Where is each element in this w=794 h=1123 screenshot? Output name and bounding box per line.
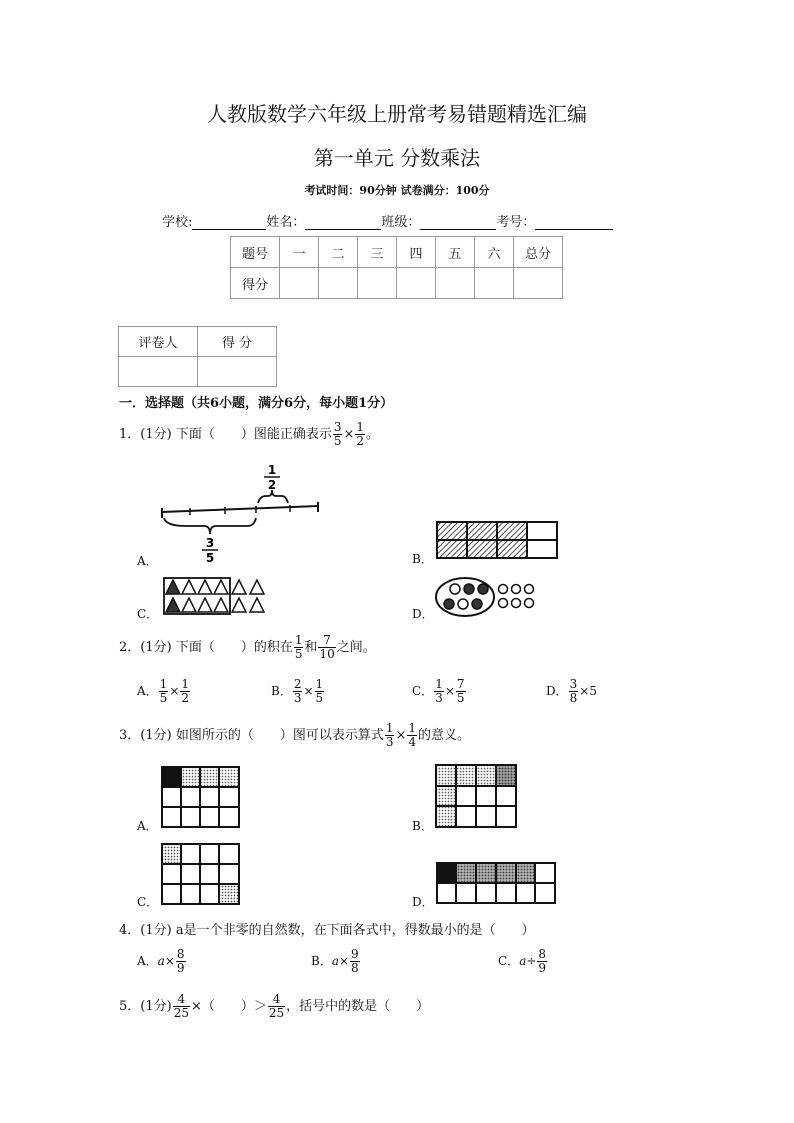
exam-no-blank[interactable] xyxy=(535,215,613,230)
page-title: 人教版数学六年级上册常考易错题精选汇编 xyxy=(207,102,587,126)
grader-cell[interactable] xyxy=(119,357,198,387)
score-header-cell: 题号 xyxy=(231,237,280,268)
school-blank[interactable] xyxy=(192,215,266,230)
q4-option-a[interactable]: A．a× $\frac{8}{9}$ xyxy=(137,947,185,975)
section-title: 一．选择题（共6小题，满分6分，每小题1分） xyxy=(119,396,394,411)
page-subtitle: 第一单元 分数乘法 xyxy=(313,146,481,170)
q3-figure-b xyxy=(435,764,517,828)
q2-option-a[interactable]: A． $\frac{1}{5}$ × $\frac{1}{2}$ xyxy=(137,677,190,705)
score-cell[interactable] xyxy=(514,268,563,299)
exam-info: 考试时间：90分钟 试卷满分：100分 xyxy=(304,184,490,197)
question-2: 2．(1分) 下面（ ）的积在 $\frac{1}{5}$ 和 $\frac{7}{10}$ 之间。 xyxy=(119,633,376,661)
q3-option-c[interactable]: C． xyxy=(137,895,159,909)
q3-figure-c xyxy=(161,843,241,905)
q3-figure-a xyxy=(161,766,241,828)
name-blank[interactable] xyxy=(305,215,381,230)
q1-option-b[interactable]: B． xyxy=(412,552,433,566)
fig-half-num: 1 xyxy=(267,463,277,477)
q1-figure-d xyxy=(435,576,535,620)
score-header-cell: 三 xyxy=(358,237,397,268)
fraction: $\frac{1}{2}$ xyxy=(356,420,365,448)
fraction: $\frac{1}{5}$ xyxy=(294,633,303,661)
fraction: $\frac{1}{4}$ xyxy=(408,721,417,749)
q3-figure-d xyxy=(436,862,556,904)
exam-no-label: 考号： xyxy=(496,215,536,230)
score-header-cell: 总分 xyxy=(514,237,563,268)
fraction: $\frac{4}{25}$ xyxy=(268,992,285,1020)
grader-table xyxy=(118,326,277,387)
q4-option-b[interactable]: B．a× $\frac{9}{8}$ xyxy=(311,947,359,975)
score-table xyxy=(230,236,563,299)
q1-option-a[interactable]: A． xyxy=(137,554,158,568)
question-4: 4．(1分) a是一个非零的自然数，在下面各式中，得数最小的是（ ） xyxy=(119,923,535,938)
class-blank[interactable] xyxy=(420,215,496,230)
score-cell[interactable] xyxy=(397,268,436,299)
grader-header-cell: 评卷人 xyxy=(119,327,198,357)
score-cell[interactable] xyxy=(319,268,358,299)
score-cell[interactable] xyxy=(358,268,397,299)
score-cell[interactable] xyxy=(280,268,319,299)
school-label: 学校: xyxy=(162,215,193,230)
q2-option-b[interactable]: B． $\frac{2}{3}$ × $\frac{1}{5}$ xyxy=(271,677,324,705)
grader-header-cell: 得 分 xyxy=(198,327,277,357)
fraction: $\frac{4}{25}$ xyxy=(173,992,189,1020)
q1-option-c[interactable]: C． xyxy=(137,607,159,621)
q4-option-c[interactable]: C．a÷ $\frac{8}{9}$ xyxy=(498,947,547,975)
class-label: 班级： xyxy=(381,215,421,230)
score-cell[interactable] xyxy=(436,268,475,299)
q1-option-d[interactable]: D． xyxy=(412,607,434,621)
score-row-label: 得分 xyxy=(231,268,280,299)
fig-three-fifths-num: 3 xyxy=(205,536,215,550)
q5-prefix: 5．(1分) xyxy=(119,999,172,1014)
score-header-cell: 四 xyxy=(397,237,436,268)
q3-option-a[interactable]: A． xyxy=(137,819,158,833)
fig-three-fifths-den: 5 xyxy=(205,551,215,565)
name-label: 姓名： xyxy=(266,215,306,230)
q2-option-c[interactable]: C． $\frac{1}{3}$ × $\frac{7}{5}$ xyxy=(412,677,465,705)
score-header-cell: 二 xyxy=(319,237,358,268)
q2-prefix: 2．(1分) 下面（ ）的积在 xyxy=(119,640,293,655)
grader-cell[interactable] xyxy=(198,357,277,387)
question-3: 3．(1分) 如图所示的（ ）图可以表示算式 $\frac{1}{3}$ × $\frac{1}{4}$ 的意义。 xyxy=(119,721,471,749)
question-1: 1．(1分) 下面（ ）图能正确表示 $\frac{3}{5}$ × $\frac{1}{2}$ 。 xyxy=(119,420,380,448)
student-info-line xyxy=(162,211,613,230)
score-header-cell: 六 xyxy=(475,237,514,268)
q1-prefix: 1．(1分) 下面（ ）图能正确表示 xyxy=(119,427,332,442)
fig-half-den: 2 xyxy=(267,478,277,492)
question-5: 5．(1分) $\frac{4}{25}$ ×（ ）＞ $\frac{4}{25}$ ，括号中的数是（ ） xyxy=(119,992,430,1020)
score-header-cell: 一 xyxy=(280,237,319,268)
fraction: $\frac{1}{3}$ xyxy=(385,721,394,749)
fraction: $\frac{7}{10}$ xyxy=(319,633,335,661)
score-header-cell: 五 xyxy=(436,237,475,268)
q1-figure-c xyxy=(163,576,273,616)
q3-option-b[interactable]: B． xyxy=(412,819,433,833)
q3-prefix: 3．(1分) 如图所示的（ ）图可以表示算式 xyxy=(119,728,384,743)
fraction: $\frac{3}{5}$ xyxy=(333,420,342,448)
q3-option-d[interactable]: D． xyxy=(412,895,434,909)
q1-figure-a xyxy=(160,460,325,570)
q2-option-d[interactable]: D． $\frac{3}{8}$ ×5 xyxy=(546,677,597,705)
score-cell[interactable] xyxy=(475,268,514,299)
q1-figure-b xyxy=(436,521,558,559)
